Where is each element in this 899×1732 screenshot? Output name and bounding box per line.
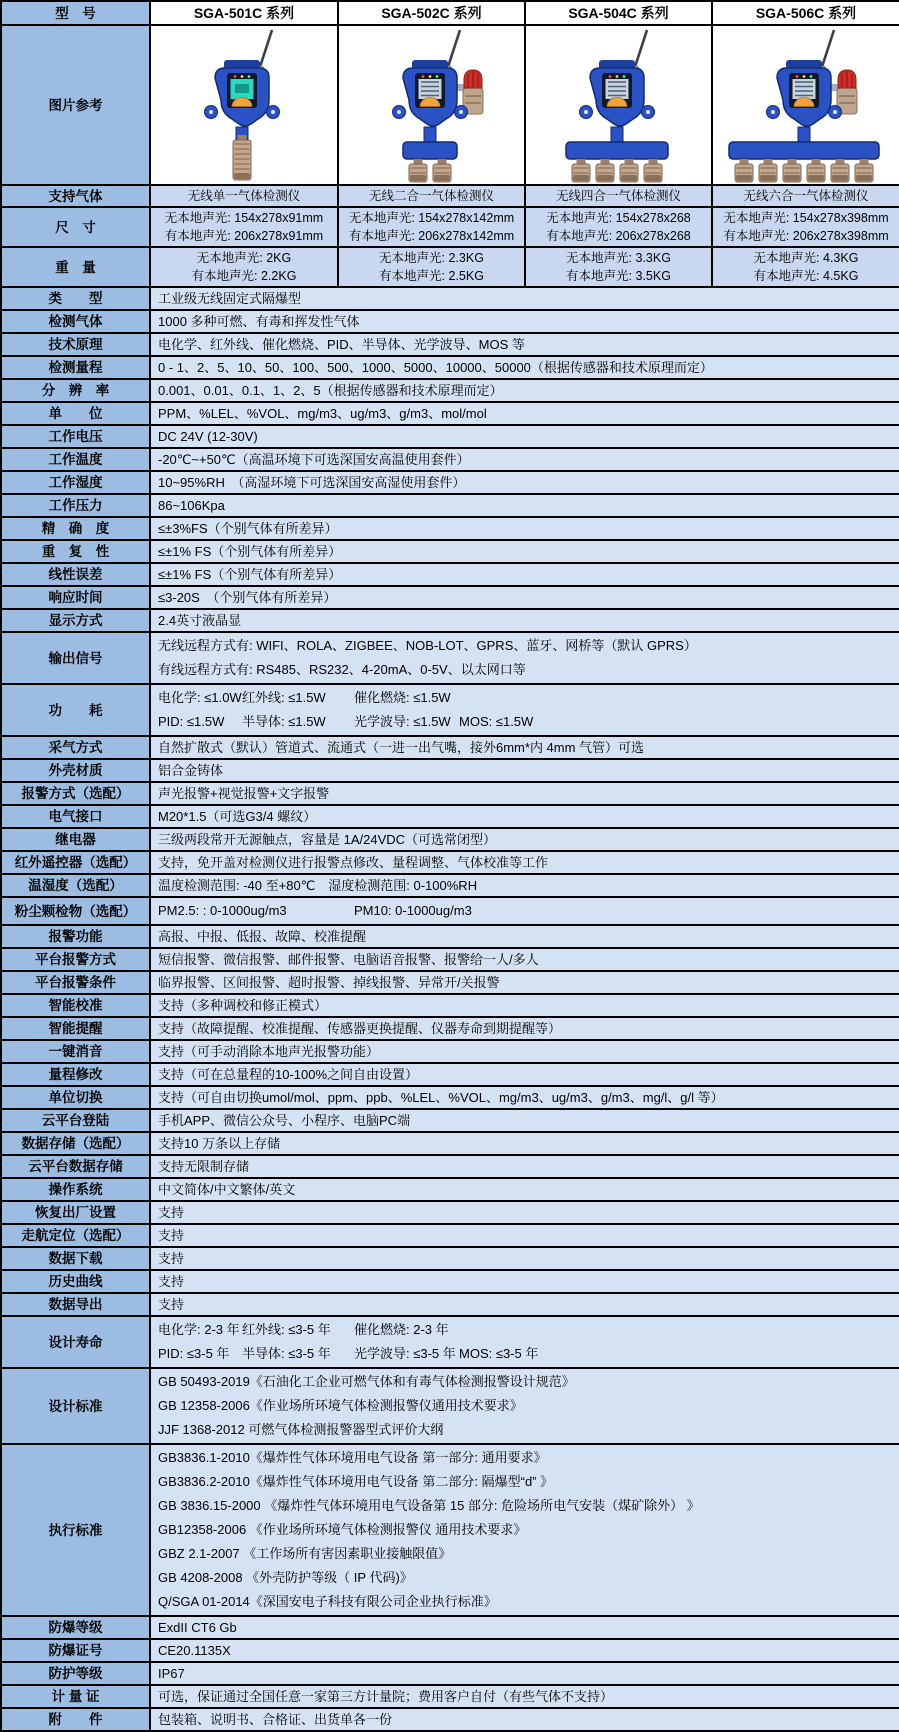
gas-detector-device-icon xyxy=(716,26,896,184)
row-label-cell: 采气方式 xyxy=(1,736,150,759)
value-line: 有本地声光: 2.5KG xyxy=(379,269,484,283)
value-line: 无线四合一气体检测仪 xyxy=(555,189,681,203)
row-label-cell: 工作压力 xyxy=(1,494,150,517)
value-line: 高报、中报、低报、故障、校准提醒 xyxy=(158,929,367,944)
tab-segment: 半导体: ≤3-5 年 xyxy=(242,1346,331,1361)
product-image-cell xyxy=(338,25,525,185)
table-row xyxy=(1,1,899,25)
row-label-cell: 类 型 xyxy=(1,287,150,310)
value-line: 支持 xyxy=(158,1205,185,1220)
row-label-cell: 报警方式（选配） xyxy=(1,782,150,805)
value-line: 无本地声光: 3.3KG xyxy=(566,251,671,265)
value-line: 支持 xyxy=(158,1274,185,1289)
table-row xyxy=(1,1444,899,1616)
tab-segment: 红外线: ≤1.5W xyxy=(242,690,326,705)
spec-value-cell xyxy=(150,994,899,1017)
value-line xyxy=(158,899,892,923)
table-row xyxy=(1,925,899,948)
row-label-cell: 防护等级 xyxy=(1,1662,150,1685)
table-row xyxy=(1,563,899,586)
table-row xyxy=(1,684,899,736)
value-line: 工业级无线固定式隔爆型 xyxy=(158,291,302,306)
tab-segment: 光学波导: ≤3-5 年 xyxy=(354,1346,456,1361)
table-row xyxy=(1,1063,899,1086)
table-row xyxy=(1,517,899,540)
row-label-cell: 红外遥控器（选配） xyxy=(1,851,150,874)
spec-value-cell xyxy=(150,333,899,356)
value-line: 中文简体/中文繁体/英文 xyxy=(158,1182,296,1197)
row-label-cell: 工作电压 xyxy=(1,425,150,448)
value-line: 支持 xyxy=(158,1297,185,1312)
row-label-cell: 单 位 xyxy=(1,402,150,425)
table-row xyxy=(1,1086,899,1109)
value-line: 支持10 万条以上存储 xyxy=(158,1136,281,1151)
table-row xyxy=(1,994,899,1017)
value-line: 温度检测范围: -40 至+80℃ 湿度检测范围: 0-100%RH xyxy=(158,878,478,893)
row-label-cell: 外壳材质 xyxy=(1,759,150,782)
value-line: 手机APP、微信公众号、小程序、电脑PC端 xyxy=(158,1113,411,1128)
spec-cell xyxy=(712,185,899,207)
value-line: 支持（可手动消除本地声光报警功能） xyxy=(158,1044,380,1059)
table-row xyxy=(1,874,899,897)
value-line: 自然扩散式（默认）管道式、流通式（一进一出气嘴，接外6mm*内 4mm 气管）可选 xyxy=(158,740,645,755)
spec-value-cell xyxy=(150,1040,899,1063)
row-label-cell: 精 确 度 xyxy=(1,517,150,540)
row-label-cell: 操作系统 xyxy=(1,1178,150,1201)
value-line xyxy=(158,1318,892,1342)
value-line: ≤±1% FS（个别气体有所差异） xyxy=(158,544,342,559)
table-row xyxy=(1,207,899,247)
tab-segment: PM10: 0-1000ug/m3 xyxy=(354,903,472,918)
value-line: 无本地声光: 2KG xyxy=(196,251,292,265)
value-line: ≤3-20S （个别气体有所差异） xyxy=(158,590,337,605)
spec-value-cell xyxy=(150,736,899,759)
spec-value-cell xyxy=(150,540,899,563)
row-label-cell: 量程修改 xyxy=(1,1063,150,1086)
row-label-cell: 防爆等级 xyxy=(1,1616,150,1639)
spec-cell xyxy=(338,185,525,207)
table-row xyxy=(1,1708,899,1731)
value-line: DC 24V (12-30V) xyxy=(158,429,258,444)
value-line: Q/SGA 01-2014《深国安电子科技有限公司企业执行标准》 xyxy=(158,1594,497,1609)
spec-value-cell xyxy=(150,684,899,736)
spec-cell xyxy=(338,247,525,287)
value-line: 无本地声光: 154x278x142mm xyxy=(348,211,515,225)
table-row xyxy=(1,1155,899,1178)
gas-detector-device-icon xyxy=(154,26,334,184)
table-row xyxy=(1,828,899,851)
row-label-cell: 数据下载 xyxy=(1,1247,150,1270)
row-label-cell: 计 量 证 xyxy=(1,1685,150,1708)
spec-cell xyxy=(525,247,712,287)
row-label-cell: 输出信号 xyxy=(1,632,150,684)
value-line: 声光报警+视觉报警+文字报警 xyxy=(158,786,330,801)
spec-value-cell xyxy=(150,586,899,609)
spec-value-cell xyxy=(150,1109,899,1132)
tab-segment: PID: ≤3-5 年 xyxy=(158,1346,230,1361)
spec-value-cell xyxy=(150,494,899,517)
value-line: 有本地声光: 2.2KG xyxy=(191,269,297,283)
row-label-cell: 继电器 xyxy=(1,828,150,851)
spec-value-cell xyxy=(150,609,899,632)
row-label-cell: 分 辨 率 xyxy=(1,379,150,402)
gas-detector-device-icon xyxy=(342,26,522,184)
tab-segment: 电化学: 2-3 年 xyxy=(158,1322,240,1337)
value-line: GB 4208-2008 《外壳防护等级（ IP 代码)》 xyxy=(158,1570,413,1585)
table-row xyxy=(1,425,899,448)
value-line: GB3836.2-2010《爆炸性气体环境用电气设备 第二部分: 隔爆型“d” 》 xyxy=(158,1474,554,1489)
table-row xyxy=(1,1017,899,1040)
table-row xyxy=(1,586,899,609)
table-row xyxy=(1,1224,899,1247)
row-label-cell: 工作湿度 xyxy=(1,471,150,494)
model-header-cell: SGA-501C 系列 xyxy=(150,1,338,25)
row-label-cell: 温湿度（选配） xyxy=(1,874,150,897)
spec-value-cell xyxy=(150,1368,899,1444)
value-line: 无线单一气体检测仪 xyxy=(187,189,301,203)
spec-value-cell xyxy=(150,759,899,782)
row-label-cell: 显示方式 xyxy=(1,609,150,632)
row-label-cell: 平台报警条件 xyxy=(1,971,150,994)
value-line: ExdII CT6 Gb xyxy=(158,1620,237,1635)
value-line: 无本地声光: 2.3KG xyxy=(379,251,484,265)
table-row xyxy=(1,1270,899,1293)
table-row xyxy=(1,448,899,471)
table-row xyxy=(1,1662,899,1685)
tab-segment: 红外线: ≤3-5 年 xyxy=(242,1322,331,1337)
value-line: GB 3836.15-2000 《爆炸性气体环境用电气设备第 15 部分: 危险场所电气安装（煤矿除外） 》 xyxy=(158,1498,700,1513)
table-row xyxy=(1,287,899,310)
table-row xyxy=(1,971,899,994)
value-line: GB 50493-2019《石油化工企业可燃气体和有毒气体检测报警设计规范》 xyxy=(158,1374,575,1389)
value-line: 电化学、红外线、催化燃烧、PID、半导体、光学波导、MOS 等 xyxy=(158,337,525,352)
product-image-cell xyxy=(150,25,338,185)
value-line: 支持（可在总量程的10-100%之间自由设置） xyxy=(158,1067,419,1082)
table-row xyxy=(1,1616,899,1639)
row-label-cell: 恢复出厂设置 xyxy=(1,1201,150,1224)
spec-value-cell xyxy=(150,1616,899,1639)
spec-value-cell xyxy=(150,563,899,586)
row-label-cell: 响应时间 xyxy=(1,586,150,609)
table-row xyxy=(1,1201,899,1224)
tab-segment: 光学波导: ≤1.5W xyxy=(354,714,451,729)
spec-cell xyxy=(150,207,338,247)
row-label-cell: 智能校准 xyxy=(1,994,150,1017)
row-label-cell: 支持气体 xyxy=(1,185,150,207)
value-line: PPM、%LEL、%VOL、mg/m3、ug/m3、g/m3、mol/mol xyxy=(158,406,487,421)
model-header-cell: SGA-506C 系列 xyxy=(712,1,899,25)
value-line: 支持 xyxy=(158,1251,185,1266)
row-label-cell: 数据存储（选配） xyxy=(1,1132,150,1155)
table-row xyxy=(1,1639,899,1662)
model-header-cell: SGA-502C 系列 xyxy=(338,1,525,25)
spec-value-cell xyxy=(150,948,899,971)
value-line: 支持（可自由切换umol/mol、ppm、ppb、%LEL、%VOL、mg/m3、ug/m3、g/m3、mg/l、g/l 等） xyxy=(158,1090,724,1105)
value-line: 有本地声光: 206x278x398mm xyxy=(723,229,889,243)
value-line: 无线六合一气体检测仪 xyxy=(743,189,869,203)
value-line: IP67 xyxy=(158,1666,185,1681)
value-line: 支持（故障提醒、校准提醒、传感器更换提醒、仪器寿命到期提醒等） xyxy=(158,1021,562,1036)
value-line: 86~106Kpa xyxy=(158,498,225,513)
spec-value-cell xyxy=(150,1247,899,1270)
spec-value-cell xyxy=(150,356,899,379)
row-label-cell: 云平台登陆 xyxy=(1,1109,150,1132)
value-line: 铝合金铸体 xyxy=(158,763,224,778)
value-line: 三级两段常开无源触点，容量是 1A/24VDC（可选常闭型） xyxy=(158,832,497,847)
value-line: 2.4英寸液晶显 xyxy=(158,613,242,628)
row-label-cell: 检测量程 xyxy=(1,356,150,379)
spec-value-cell xyxy=(150,517,899,540)
row-label-cell: 防爆证号 xyxy=(1,1639,150,1662)
value-line: JJF 1368-2012 可燃气体检测报警器型式评价大纲 xyxy=(158,1422,444,1437)
spec-table-body xyxy=(1,1,899,1731)
value-line: 0.001、0.01、0.1、1、2、5（根据传感器和技术原理而定） xyxy=(158,383,503,398)
spec-value-cell xyxy=(150,1662,899,1685)
row-label-cell: 历史曲线 xyxy=(1,1270,150,1293)
spec-value-cell xyxy=(150,1224,899,1247)
spec-value-cell xyxy=(150,851,899,874)
row-label-cell: 重 量 xyxy=(1,247,150,287)
table-row xyxy=(1,1040,899,1063)
row-label-cell: 粉尘颗检物（选配） xyxy=(1,897,150,925)
spec-value-cell xyxy=(150,874,899,897)
value-line: 有本地声光: 206x278x268 xyxy=(546,229,691,243)
table-row xyxy=(1,1316,899,1368)
row-label-cell: 检测气体 xyxy=(1,310,150,333)
value-line: 无线远程方式有: WIFI、ROLA、ZIGBEE、NOB-LOT、GPRS、蓝牙、网桥等（默认 GPRS） xyxy=(158,638,697,653)
spec-cell xyxy=(712,247,899,287)
spec-value-cell xyxy=(150,310,899,333)
row-label-cell: 单位切换 xyxy=(1,1086,150,1109)
value-line: CE20.1135X xyxy=(158,1643,231,1658)
value-line: 临界报警、区间报警、超时报警、掉线报警、异常开/关报警 xyxy=(158,975,500,990)
row-label-cell: 尺 寸 xyxy=(1,207,150,247)
value-line: 无线二合一气体检测仪 xyxy=(368,189,494,203)
row-label-cell: 执行标准 xyxy=(1,1444,150,1616)
table-row xyxy=(1,494,899,517)
table-row xyxy=(1,333,899,356)
value-line xyxy=(158,686,892,710)
table-row xyxy=(1,1178,899,1201)
table-row xyxy=(1,1247,899,1270)
tab-segment: 催化燃烧: 2-3 年 xyxy=(354,1322,449,1337)
row-label-cell: 工作温度 xyxy=(1,448,150,471)
spec-value-cell xyxy=(150,1063,899,1086)
spec-cell xyxy=(338,207,525,247)
row-label-cell: 型 号 xyxy=(1,1,150,25)
gas-detector-device-icon xyxy=(529,26,709,184)
table-row xyxy=(1,782,899,805)
row-label-cell: 附 件 xyxy=(1,1708,150,1731)
table-row xyxy=(1,759,899,782)
spec-value-cell xyxy=(150,1708,899,1731)
value-line: 有本地声光: 206x278x142mm xyxy=(348,229,515,243)
spec-value-cell xyxy=(150,1293,899,1316)
value-line: 短信报警、微信报警、邮件报警、电脑语音报警、报警给一人/多人 xyxy=(158,952,539,967)
value-line: GB3836.1-2010《爆炸性气体环境用电气设备 第一部分: 通用要求》 xyxy=(158,1450,547,1465)
tab-segment: 催化燃烧: ≤1.5W xyxy=(354,690,451,705)
table-row xyxy=(1,897,899,925)
value-line xyxy=(158,1342,892,1366)
value-line: GBZ 2.1-2007 《工作场所有害因素职业接触限值》 xyxy=(158,1546,452,1561)
row-label-cell: 重 复 性 xyxy=(1,540,150,563)
table-row xyxy=(1,1685,899,1708)
value-line: 有本地声光: 3.5KG xyxy=(566,269,671,283)
value-line: 支持，免开盖对检测仪进行报警点修改、量程调整、气体校准等工作 xyxy=(158,855,549,870)
spec-value-cell xyxy=(150,1444,899,1616)
spec-value-cell xyxy=(150,287,899,310)
value-line: 支持无限制存储 xyxy=(158,1159,250,1174)
table-row xyxy=(1,471,899,494)
value-line: 无本地声光: 4.3KG xyxy=(753,251,859,265)
spec-value-cell xyxy=(150,448,899,471)
row-label-cell: 数据导出 xyxy=(1,1293,150,1316)
table-row xyxy=(1,736,899,759)
value-line: 有本地声光: 206x278x91mm xyxy=(164,229,324,243)
table-row xyxy=(1,247,899,287)
spec-cell xyxy=(712,207,899,247)
table-row xyxy=(1,185,899,207)
tab-segment: 半导体: ≤1.5W xyxy=(242,714,326,729)
row-label-cell: 技术原理 xyxy=(1,333,150,356)
value-line: 有本地声光: 4.5KG xyxy=(753,269,859,283)
value-line: 无本地声光: 154x278x268 xyxy=(546,211,691,225)
row-label-cell: 一键消音 xyxy=(1,1040,150,1063)
value-line: M20*1.5（可选G3/4 螺纹） xyxy=(158,809,317,824)
spec-cell xyxy=(150,185,338,207)
value-line xyxy=(158,710,892,734)
table-row xyxy=(1,1132,899,1155)
row-label-cell: 设计标准 xyxy=(1,1368,150,1444)
spec-value-cell xyxy=(150,632,899,684)
value-line: 可选，保证通过全国任意一家第三方计量院；费用客户自付（有些气体不支持） xyxy=(158,1689,614,1704)
table-row xyxy=(1,609,899,632)
spec-value-cell xyxy=(150,971,899,994)
value-line: ≤±1% FS（个别气体有所差异） xyxy=(158,567,342,582)
value-line: -20℃~+50℃（高温环境下可选深国安高温使用套件） xyxy=(158,452,470,467)
value-line: 0 - 1、2、5、10、50、100、500、1000、5000、10000、50000（根据传感器和技术原理而定） xyxy=(158,360,713,375)
table-row xyxy=(1,402,899,425)
table-row xyxy=(1,851,899,874)
tab-segment: MOS: ≤1.5W xyxy=(459,714,534,729)
spec-value-cell xyxy=(150,379,899,402)
value-line: 无本地声光: 154x278x91mm xyxy=(164,211,324,225)
row-label-cell: 报警功能 xyxy=(1,925,150,948)
product-image-cell xyxy=(525,25,712,185)
value-line: 无本地声光: 154x278x398mm xyxy=(723,211,889,225)
value-line: ≤±3%FS（个别气体有所差异） xyxy=(158,521,338,536)
table-row xyxy=(1,310,899,333)
spec-value-cell xyxy=(150,1270,899,1293)
table-row xyxy=(1,805,899,828)
spec-value-cell xyxy=(150,1178,899,1201)
table-row xyxy=(1,1368,899,1444)
spec-value-cell xyxy=(150,925,899,948)
spec-cell xyxy=(525,185,712,207)
row-label-cell: 设计寿命 xyxy=(1,1316,150,1368)
spec-value-cell xyxy=(150,828,899,851)
spec-value-cell xyxy=(150,425,899,448)
row-label-cell: 功 耗 xyxy=(1,684,150,736)
spec-value-cell xyxy=(150,1685,899,1708)
row-label-cell: 图片参考 xyxy=(1,25,150,185)
tab-segment: 电化学: ≤1.0W xyxy=(158,690,242,705)
row-label-cell: 电气接口 xyxy=(1,805,150,828)
spec-value-cell xyxy=(150,1132,899,1155)
table-row xyxy=(1,356,899,379)
model-header-cell: SGA-504C 系列 xyxy=(525,1,712,25)
table-row xyxy=(1,25,899,185)
value-line: 1000 多种可燃、有毒和挥发性气体 xyxy=(158,314,360,329)
table-row xyxy=(1,540,899,563)
tab-segment: MOS: ≤3-5 年 xyxy=(459,1346,539,1361)
spec-cell xyxy=(525,207,712,247)
spec-value-cell xyxy=(150,1201,899,1224)
row-label-cell: 线性误差 xyxy=(1,563,150,586)
row-label-cell: 云平台数据存储 xyxy=(1,1155,150,1178)
spec-value-cell xyxy=(150,805,899,828)
spec-value-cell xyxy=(150,1017,899,1040)
row-label-cell: 走航定位（选配） xyxy=(1,1224,150,1247)
row-label-cell: 智能提醒 xyxy=(1,1017,150,1040)
spec-value-cell xyxy=(150,402,899,425)
tab-segment: PID: ≤1.5W xyxy=(158,714,225,729)
spec-value-cell xyxy=(150,1086,899,1109)
spec-value-cell xyxy=(150,1639,899,1662)
value-line: 10~95%RH （高湿环境下可选深国安高湿使用套件） xyxy=(158,475,466,490)
table-row xyxy=(1,948,899,971)
value-line: 支持 xyxy=(158,1228,185,1243)
spec-value-cell xyxy=(150,1155,899,1178)
value-line: GB12358-2006 《作业场所环境气体检测报警仪 通用技术要求》 xyxy=(158,1522,527,1537)
spec-value-cell xyxy=(150,471,899,494)
spec-value-cell xyxy=(150,1316,899,1368)
spec-cell xyxy=(150,247,338,287)
row-label-cell: 平台报警方式 xyxy=(1,948,150,971)
value-line: 支持（多种调校和修正模式） xyxy=(158,998,328,1013)
value-line: 包装箱、说明书、合格证、出货单各一份 xyxy=(158,1712,393,1727)
table-row xyxy=(1,1109,899,1132)
table-row xyxy=(1,632,899,684)
table-row xyxy=(1,379,899,402)
value-line: GB 12358-2006《作业场所环境气体检测报警仪通用技术要求》 xyxy=(158,1398,523,1413)
table-row xyxy=(1,1293,899,1316)
value-line: 有线远程方式有: RS485、RS232、4-20mA、0-5V、以太网口等 xyxy=(158,662,526,677)
tab-segment: PM2.5: : 0-1000ug/m3 xyxy=(158,903,287,918)
product-image-cell xyxy=(712,25,899,185)
spec-value-cell xyxy=(150,782,899,805)
spec-value-cell xyxy=(150,897,899,925)
